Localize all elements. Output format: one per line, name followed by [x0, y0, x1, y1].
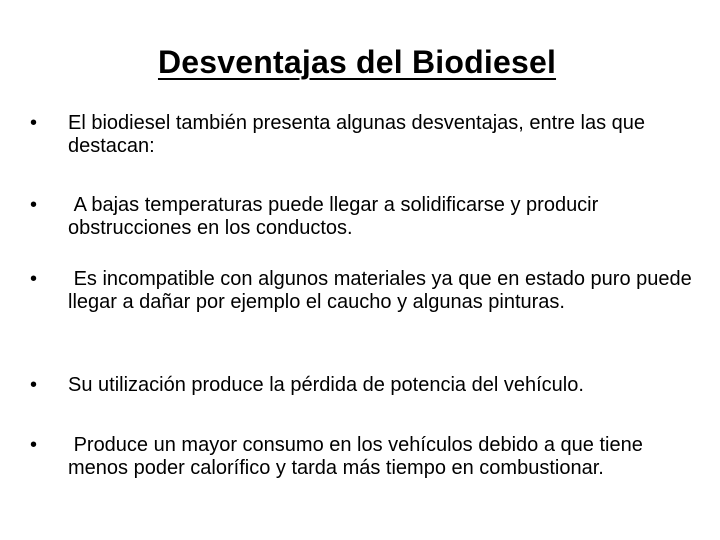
bullet-text: Su utilización produce la pérdida de potencia del vehículo. — [68, 374, 584, 396]
bullet-icon: • — [30, 374, 38, 396]
bullet-item — [30, 112, 708, 158]
slide-title: Desventajas del Biodiesel — [157, 44, 557, 80]
bullet-icon: • — [30, 112, 38, 134]
bullet-icon: • — [30, 434, 38, 456]
bullet-text: Produce un mayor consumo en los vehículos debido a que tiene menos poder calorífico y tarda más tiempo en combustionar. — [68, 434, 649, 479]
bullet-icon: • — [30, 194, 38, 216]
bullet-item — [30, 194, 708, 240]
bullet-item — [30, 434, 708, 480]
bullet-item — [30, 374, 708, 397]
bullet-icon: • — [30, 268, 38, 290]
bullet-text: Es incompatible con algunos materiales ya que en estado puro puede llegar a dañar por ejemplo el caucho y algunas pinturas. — [68, 268, 698, 313]
bullet-text: El biodiesel también presenta algunas desventajas, entre las que destacan: — [68, 112, 646, 157]
bullet-item — [30, 268, 708, 314]
bullet-text: A bajas temperaturas puede llegar a solidificarse y producir obstrucciones en los conductos. — [68, 194, 604, 239]
